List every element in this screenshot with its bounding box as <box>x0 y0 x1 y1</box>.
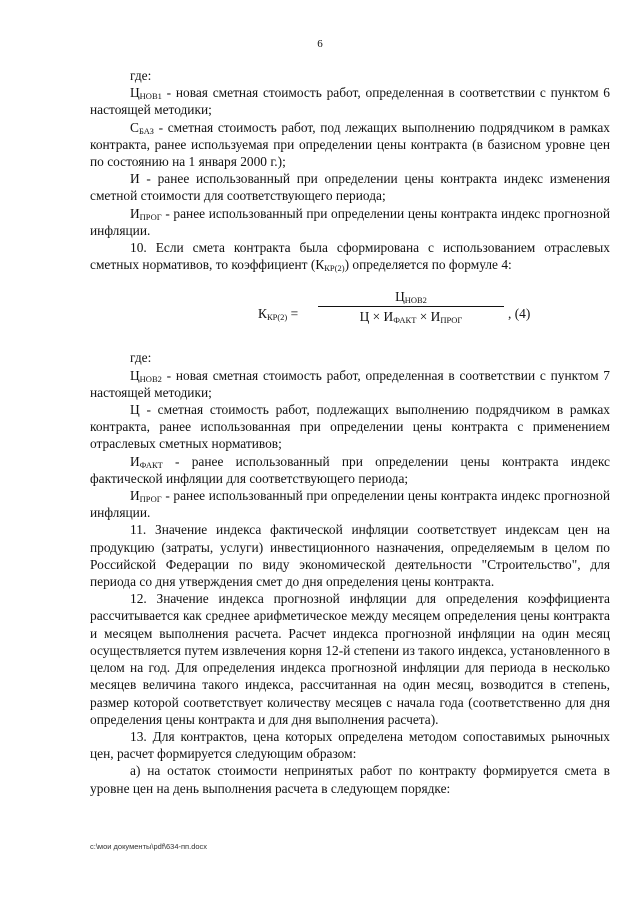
definition-text: - ранее использованный при определении цены контракта индекс фактической инфляции для соответствующего периода; <box>90 453 610 486</box>
definition-i-prog <box>90 205 610 239</box>
subscript: ПРОГ <box>139 211 162 222</box>
subscript: ПРОГ <box>440 315 463 326</box>
definition-ts-nov2 <box>90 367 610 401</box>
subscript: КР(2) <box>266 312 288 323</box>
page-number: 6 <box>317 38 323 50</box>
symbol: К <box>258 306 267 322</box>
formula-numerator <box>318 289 504 305</box>
subscript: НОВ2 <box>139 373 162 384</box>
formula-4 <box>90 283 610 341</box>
symbol: Ц <box>130 85 140 101</box>
symbol: И <box>130 488 140 504</box>
definition-s-baz <box>90 119 610 171</box>
subscript: БАЗ <box>138 125 154 136</box>
definition-i: И - ранее использованный при определении цены контракта индекс изменения сметной стоимости для соответствующего периода; <box>90 171 610 204</box>
symbol: × И <box>416 309 441 325</box>
definition-ts: Ц - сметная стоимость работ, подлежащих выполнению подрядчиком в рамках контракта, ранее использованная при определении цены контракта с применением отраслевых сметных нормативов; <box>90 402 610 452</box>
symbol: С <box>130 119 139 135</box>
document-body <box>90 67 610 797</box>
paragraph-12: 12. Значение индекса прогнозной инфляции для определения коэффициента рассчитывается как среднее арифметическое между месяцем определения цены контракта и месяцем выполнения расчета. Расчет индекса прогнозной инфляции на один месяц осуществляется путем извлечения корня 12-й степени из такого индекса, установленного в целом на год. Для определения индекса прогнозной инфляции для периода в несколько месяцев величина такого индекса, рассчитанная на один месяц, возводится в степень, размер которой соответствует количеству месяцев с начала года (соответственно для дня определения цены контракта и для дня выполнения расчета). <box>90 591 610 727</box>
symbol: И <box>130 205 140 221</box>
subscript: ПРОГ <box>139 494 162 505</box>
footer-file-path: c:\мои документы\pdf\634-пп.docx <box>90 842 208 851</box>
symbol: Ц <box>130 367 140 383</box>
definition-i-fakt <box>90 453 610 487</box>
symbol: Ц × И <box>359 309 394 325</box>
symbol: И <box>130 453 140 469</box>
subscript: НОВ1 <box>139 91 162 102</box>
subscript: НОВ2 <box>404 295 427 306</box>
definition-text: - ранее использованный при определении цены контракта индекс прогнозной инфляции. <box>90 205 610 238</box>
formula-denominator <box>318 309 504 325</box>
equals-sign: = <box>287 306 299 322</box>
paragraph-13: 13. Для контрактов, цена которых определена методом сопоставимых рыночных цен, расчет формируется следующим образом: <box>90 728 610 762</box>
formula-lhs <box>258 305 298 322</box>
subscript: ФАКТ <box>139 459 163 470</box>
where-label-2: где: <box>130 350 152 366</box>
paragraph-10 <box>90 239 610 273</box>
paragraph-text: ) определяется по формуле 4: <box>344 257 512 273</box>
definition-text: - новая сметная стоимость работ, определенная в соответствии с пунктом 7 настоящей методики; <box>90 367 610 400</box>
where-label-1: где: <box>130 68 152 83</box>
definition-text: - сметная стоимость работ, под лежащих выполнению подрядчиком в рамках контракта, ранее используемая при определении цены контракта (в базисном уровне цен по состоянию на 1 января 2000 г.); <box>90 119 610 170</box>
fraction-bar <box>318 306 504 307</box>
formula-fraction <box>318 289 504 325</box>
definition-i-prog-2 <box>90 487 610 521</box>
subscript: ФАКТ <box>393 315 417 326</box>
subscript: КР(2) <box>324 263 345 274</box>
paragraph-13a: а) на остаток стоимости непринятых работ по контракту формируется смета в уровне цен на день выполнения расчета в следующем порядке: <box>90 763 610 796</box>
paragraph-text: 10. Если смета контракта была сформирована с использованием отраслевых сметных нормативов, то коэффициент (К <box>90 240 610 273</box>
definition-text: - ранее использованный при определении цены контракта индекс прогнозной инфляции. <box>90 488 610 521</box>
definition-text: - новая сметная стоимость работ, определенная в соответствии с пунктом 6 настоящей методики; <box>90 85 610 118</box>
definition-ts-nov1 <box>90 84 610 118</box>
paragraph-11: 11. Значение индекса фактической инфляции соответствует индексам цен на продукцию (затраты, услуги) инвестиционного назначения, определяемым в целом по Российской Федерации по виду экономической деятельности "Строительство", для периода со дня утверждения смет до дня определения цены контракта. <box>90 522 610 590</box>
formula-number: , (4) <box>508 306 531 322</box>
symbol: Ц <box>395 289 405 305</box>
